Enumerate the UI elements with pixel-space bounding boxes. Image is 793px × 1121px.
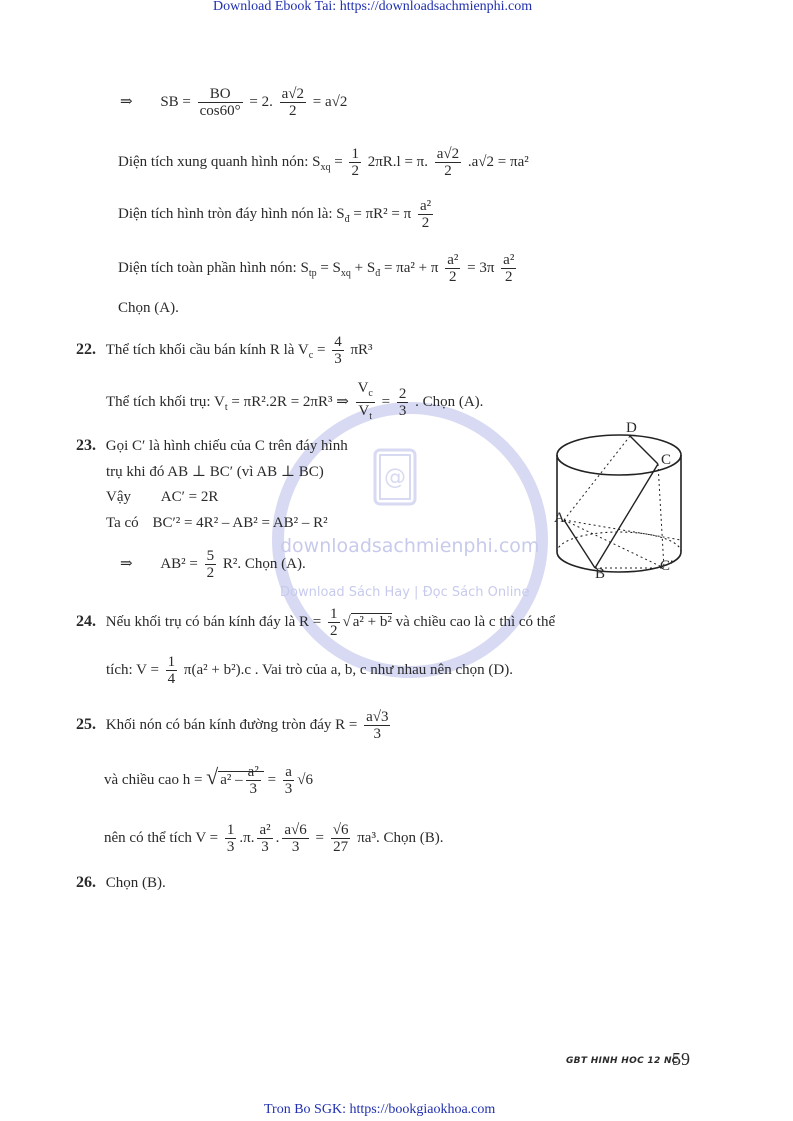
q26-line: [76, 874, 166, 892]
numerator: √6: [332, 822, 349, 838]
text: πa³. Chọn (B).: [357, 829, 444, 846]
denominator: 3: [398, 403, 407, 419]
text: . Chọn (A).: [415, 393, 484, 410]
text: .π.: [239, 829, 255, 846]
text: Vậy: [106, 489, 131, 505]
denominator: 4: [167, 671, 176, 687]
q23-line5: [120, 548, 306, 581]
numerator: a²: [503, 252, 515, 268]
text: Nếu khối trụ có bán kính đáy là R =: [105, 613, 322, 630]
point-label-c: C: [661, 452, 672, 468]
svg-text:@: @: [384, 465, 406, 490]
fraction: [349, 146, 361, 179]
watermark: [250, 390, 550, 690]
q23-line2: trụ khi đó AB ⊥ BC′ (vì AB ⊥ BC): [106, 464, 324, 480]
text: = πa² + π: [383, 259, 439, 276]
book-label: GBT HINH HOC 12 NC: [566, 1056, 679, 1066]
text: √6: [297, 772, 314, 788]
text: BC′² = 4R² – AB² = AB² – R²: [152, 515, 328, 531]
text: AB² =: [160, 555, 198, 572]
text: tích: V =: [106, 661, 159, 678]
numerator: 5: [206, 548, 215, 564]
q23-line1: [76, 437, 348, 455]
watermark-site: downloadsachmienphi.com: [280, 535, 540, 557]
subscript: đ: [375, 267, 381, 279]
text: V: [358, 403, 370, 419]
denominator: 3: [373, 726, 382, 742]
point-label-d: D: [626, 420, 637, 436]
numerator: a√2: [436, 146, 460, 162]
text: 2πR.l = π.: [367, 153, 428, 170]
numerator: a²: [247, 764, 259, 781]
denominator: cos60°: [199, 103, 241, 119]
fraction: [331, 822, 351, 855]
text: πR³: [350, 341, 373, 358]
subscript: c: [308, 349, 314, 361]
question-number: 24.: [76, 612, 96, 630]
q21-choice: Chọn (A).: [118, 300, 179, 316]
text: Ta có: [106, 515, 139, 531]
denominator: 27: [333, 839, 349, 855]
text: V: [357, 380, 369, 396]
text: =: [315, 829, 324, 846]
question-number: 26.: [76, 874, 96, 891]
text: và chiều cao là c thì có thể: [395, 613, 556, 630]
fraction: [356, 380, 375, 425]
numerator: [356, 380, 375, 403]
fraction: [198, 86, 243, 119]
fraction: [328, 606, 340, 639]
q25-line2: và chiều cao h = √ a² – $\frac{\text{a²}}{3}$ = $\frac{a}{3}$ √6: [104, 764, 314, 798]
numerator: a√3: [366, 709, 389, 725]
denominator: 2: [504, 269, 513, 285]
subscript: tp: [308, 267, 317, 279]
text: + S: [354, 259, 376, 276]
fraction: [435, 146, 461, 179]
q23-line3: [106, 489, 218, 506]
text: = πR².2R = 2πR³ ⇒: [231, 393, 349, 410]
denominator: 2: [421, 215, 430, 231]
numerator: 1: [330, 606, 338, 622]
numerator: BO: [198, 86, 243, 103]
point-label-c-prime: C′: [660, 558, 674, 574]
q24-line2: [106, 654, 513, 687]
fraction: [282, 822, 308, 855]
fraction: [246, 764, 261, 797]
point-label-a: A: [554, 510, 565, 526]
text: =: [381, 393, 391, 410]
text: Chọn (B).: [105, 875, 166, 891]
q25-line3: [104, 822, 443, 855]
implies-arrow: ⇒: [120, 93, 133, 110]
text: =: [316, 341, 326, 358]
text: = 3π: [467, 259, 495, 276]
denominator: 2: [289, 103, 297, 119]
fraction: [166, 654, 178, 687]
text: và chiều cao h =: [104, 772, 203, 788]
page-number: 59: [672, 1049, 690, 1069]
text: Thể tích khối trụ: V: [106, 393, 225, 410]
q21-sxq-line: [118, 146, 529, 179]
text: =: [267, 772, 277, 788]
numerator: a√6: [284, 822, 307, 838]
denominator: 3: [261, 839, 269, 855]
denominator: 3: [226, 839, 235, 855]
question-number: 22.: [76, 340, 96, 358]
sqrt-radicand: a² + b²: [352, 613, 392, 630]
text: Diện tích xung quanh hình nón: S: [118, 153, 321, 170]
denominator: 2: [351, 163, 359, 179]
text: Khối nón có bán kính đường tròn đáy R =: [105, 716, 358, 733]
denominator: 3: [249, 781, 257, 798]
denominator: 2: [444, 163, 452, 179]
numerator: 2: [398, 386, 407, 402]
watermark-tagline: Download Sách Hay | Đọc Sách Online: [280, 585, 530, 600]
cylinder-drawing: [540, 420, 700, 590]
q22-line1: [76, 334, 373, 367]
subscript: xq: [320, 161, 331, 173]
fraction: [257, 822, 272, 855]
denominator: 2: [449, 269, 457, 285]
numerator: a²: [419, 198, 432, 214]
text: Diện tích hình tròn đáy hình nón là: S: [118, 205, 345, 222]
question-number: 25.: [76, 715, 96, 733]
text: = S: [320, 259, 341, 276]
fraction: [418, 198, 433, 231]
text: nên có thể tích V =: [104, 829, 219, 846]
sb-label: SB =: [160, 93, 191, 110]
subscript: t: [369, 411, 373, 422]
text: = 2.: [249, 93, 273, 110]
footer-bookgiaokhoa-link[interactable]: Tron Bo SGK: https://bookgiaokhoa.com: [264, 1102, 496, 1117]
text: π(a² + b²).c . Vai trò của a, b, c như nhau nên chọn (D).: [183, 661, 513, 678]
cylinder-figure: [540, 420, 700, 590]
subscript: đ: [344, 213, 350, 225]
point-label-b: B: [595, 566, 606, 582]
subscript: t: [224, 401, 228, 413]
q25-line1: [76, 709, 393, 742]
text: .: [275, 829, 280, 846]
denominator: [356, 403, 375, 425]
fraction: [205, 548, 217, 581]
q22-line2: [106, 380, 483, 425]
fraction: [225, 822, 237, 855]
numerator: 1: [351, 146, 359, 162]
text: Diện tích toàn phần hình nón: S: [118, 259, 309, 276]
text: .a√2 = πa²: [467, 153, 529, 170]
text: AC′ = 2R: [160, 489, 219, 505]
numerator: 1: [226, 822, 235, 838]
numerator: a: [283, 764, 295, 781]
text: Gọi C′ là hình chiếu của C trên đáy hình: [105, 438, 348, 454]
q21-stp-line: [118, 252, 519, 285]
text: =: [334, 153, 343, 170]
q21-sd-line: [118, 198, 436, 231]
numerator: 4: [334, 334, 342, 350]
implies-arrow: ⇒: [120, 555, 133, 572]
denominator: 2: [330, 623, 338, 639]
text: Thể tích khối cầu bán kính R là V: [105, 341, 309, 358]
numerator: a²: [259, 822, 271, 838]
question-number: 23.: [76, 437, 96, 454]
numerator: a²: [447, 252, 459, 268]
q23-line4: [106, 515, 328, 532]
denominator: 3: [291, 839, 300, 855]
text: = πR² = π: [353, 205, 412, 222]
denominator: 3: [284, 781, 293, 798]
fraction: [332, 334, 344, 367]
fraction: [283, 764, 295, 797]
q21-sb-line: [120, 86, 347, 119]
fraction: [397, 386, 409, 419]
fraction: [280, 86, 306, 119]
header-download-link[interactable]: Download Ebook Tai: https://downloadsachmienphi.com: [213, 0, 533, 14]
subscript: c: [368, 388, 373, 399]
text: a² –: [220, 772, 243, 788]
sqrt-radicand: [218, 764, 264, 798]
denominator: 3: [334, 351, 342, 367]
fraction: [445, 252, 460, 285]
q24-line1: 24. Nếu khối trụ có bán kính đáy là R = $\frac{1}{2}$ √ a² + b² và chiều cao là c thì có thể: [76, 606, 556, 639]
numerator: 1: [167, 654, 176, 670]
fraction: [501, 252, 516, 285]
numerator: a√2: [281, 86, 304, 102]
denominator: 2: [206, 565, 215, 581]
subscript: xq: [340, 267, 351, 279]
text: R². Chọn (A).: [222, 555, 306, 572]
fraction: [364, 709, 390, 742]
text: = a√2: [312, 93, 348, 110]
